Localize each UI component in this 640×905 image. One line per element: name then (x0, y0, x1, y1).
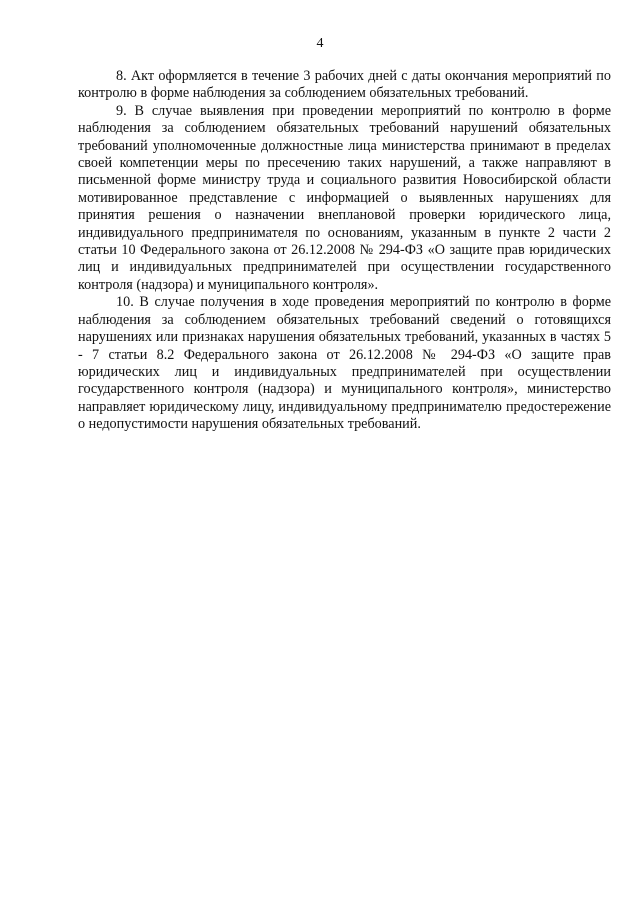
paragraph-9: 9. В случае выявления при проведении мероприятий по контролю в форме наблюдения за соблюдением обязательных требований нарушений обязательных требований уполномоченные должностные лица министерства принимают в пределах своей компетенции меры по пресечению таких нарушений, а также направляют в письменной форме министру труда и социального развития Новосибирской области мотивированное представление с информацией о выявленных нарушениях для принятия решения о назначении внеплановой проверки юридического лица, индивидуального предпринимателя по основаниям, указанным в пункте 2 части 2 статьи 10 Федерального закона от 26.12.2008 № 294-ФЗ «О защите прав юридических лиц и индивидуальных предпринимателей при осуществлении государственного контроля (надзора) и муниципального контроля». (78, 102, 611, 293)
page-number: 4 (316, 36, 324, 51)
document-body (78, 68, 611, 434)
paragraph-10: 10. В случае получения в ходе проведения мероприятий по контролю в форме наблюдения за соблюдением обязательных требований сведений о готовящихся нарушениях или признаках нарушения обязательных требований, указанных в частях 5 - 7 статьи 8.2 Федерального закона от 26.12.2008 № 294-ФЗ «О защите прав юридических лиц и индивидуальных предпринимателей при осуществлении государственного контроля (надзора) и муниципального контроля», министерство направляет юридическому лицу, индивидуальному предпринимателю предостережение о недопустимости нарушения обязательных требований. (78, 294, 611, 433)
paragraph-8: 8. Акт оформляется в течение 3 рабочих дней с даты окончания мероприятий по контролю в форме наблюдения за соблюдением обязательных требований. (78, 68, 611, 102)
